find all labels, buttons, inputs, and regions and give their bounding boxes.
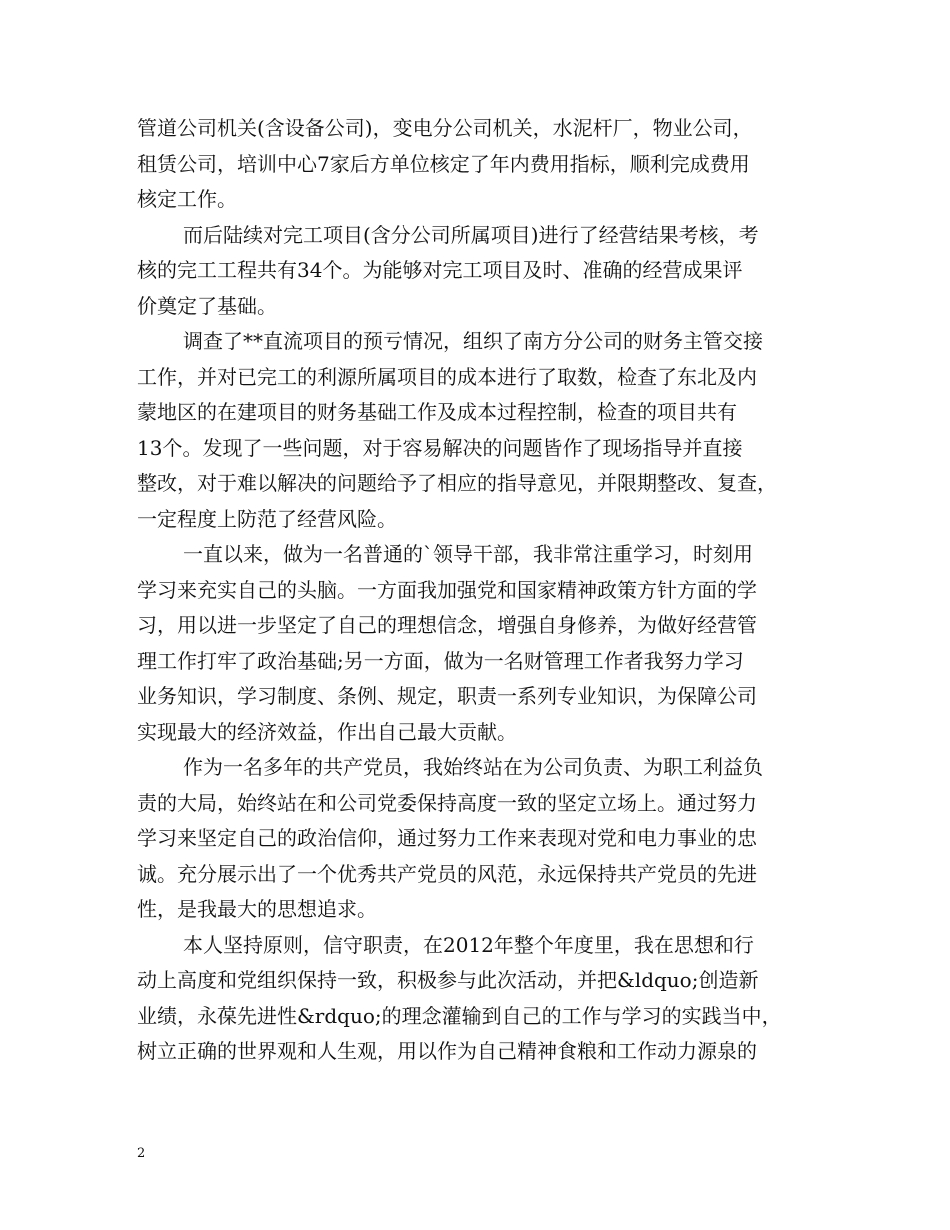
body-text — [137, 111, 817, 1070]
text-line: 动上高度和党组织保持一致，积极参与此次活动，并把&ldquo;创造新 — [137, 968, 759, 992]
text-line: 学习来坚定自己的政治信仰，通过努力工作来表现对党和电力事业的忠 — [137, 826, 757, 850]
text-line: 业务知识，学习制度、条例、规定，职责一系列专业知识，为保障公司 — [137, 684, 757, 708]
paragraph-first-line: 而后陆续对完工项目(含分公司所属项目)进行了经营结果考核，考 — [183, 222, 759, 247]
paragraph-first-line: 调查了**直流项目的预亏情况，组织了南方分公司的财务主管交接 — [183, 329, 763, 353]
paragraph-first-line: 本人坚持原则，信守职责，在2012年整个年度里，我在思想和行 — [183, 932, 754, 957]
text-line: 性，是我最大的思想追求。 — [137, 897, 377, 921]
text-line: 工作，并对已完工的利源所属项目的成本进行了取数，检查了东北及内 — [137, 364, 757, 389]
text-line: 价奠定了基础。 — [137, 293, 277, 318]
text-line: 责的大局，始终站在和公司党委保持高度一致的坚定立场上。通过努力 — [137, 790, 757, 815]
paragraph-first-line: 作为一名多年的共产党员，我始终站在为公司负责、为职工利益负 — [183, 755, 763, 779]
text-line: 13个。发现了一些问题，对于容易解决的问题皆作了现场指导并直接 — [137, 435, 743, 460]
text-line: 核定工作。 — [137, 187, 237, 211]
text-line: 学习来充实自己的头脑。一方面我加强党和国家精神政策方针方面的学 — [137, 577, 757, 602]
text-line: 整改，对于难以解决的问题给予了相应的指导意见，并限期整改、复查， — [137, 471, 777, 495]
text-line: 习，用以进一步坚定了自己的理想信念，增强自身修养，为做好经营管 — [137, 613, 757, 637]
text-line: 树立正确的世界观和人生观，用以作为自己精神食粮和工作动力源泉的 — [137, 1039, 757, 1063]
text-line: 业绩，永葆先进性&rdquo;的理念灌输到自己的工作与学习的实践当中， — [137, 1003, 782, 1028]
text-line: 理工作打牢了政治基础;另一方面，做为一名财管理工作者我努力学习 — [137, 648, 744, 673]
text-line: 实现最大的经济效益，作出自己最大贡献。 — [137, 719, 517, 744]
page-number: 2 — [137, 1146, 146, 1161]
paragraph-first-line: 一直以来，做为一名普通的`领导干部，我非常注重学习，时刻用 — [183, 542, 753, 566]
text-line: 核的完工工程共有34个。为能够对完工项目及时、准确的经营成果评 — [137, 258, 743, 282]
text-line: 管道公司机关(含设备公司)，变电分公司机关，水泥杆厂，物业公司， — [137, 116, 753, 140]
text-line: 一定程度上防范了经营风险。 — [137, 506, 397, 531]
text-line: 诚。充分展示出了一个优秀共产党员的风范，永远保持共产党员的先进 — [137, 861, 757, 886]
text-line: 蒙地区的在建项目的财务基础工作及成本过程控制，检查的项目共有 — [137, 400, 737, 424]
text-line: 租赁公司，培训中心7家后方单位核定了年内费用指标，顺利完成费用 — [137, 151, 750, 176]
